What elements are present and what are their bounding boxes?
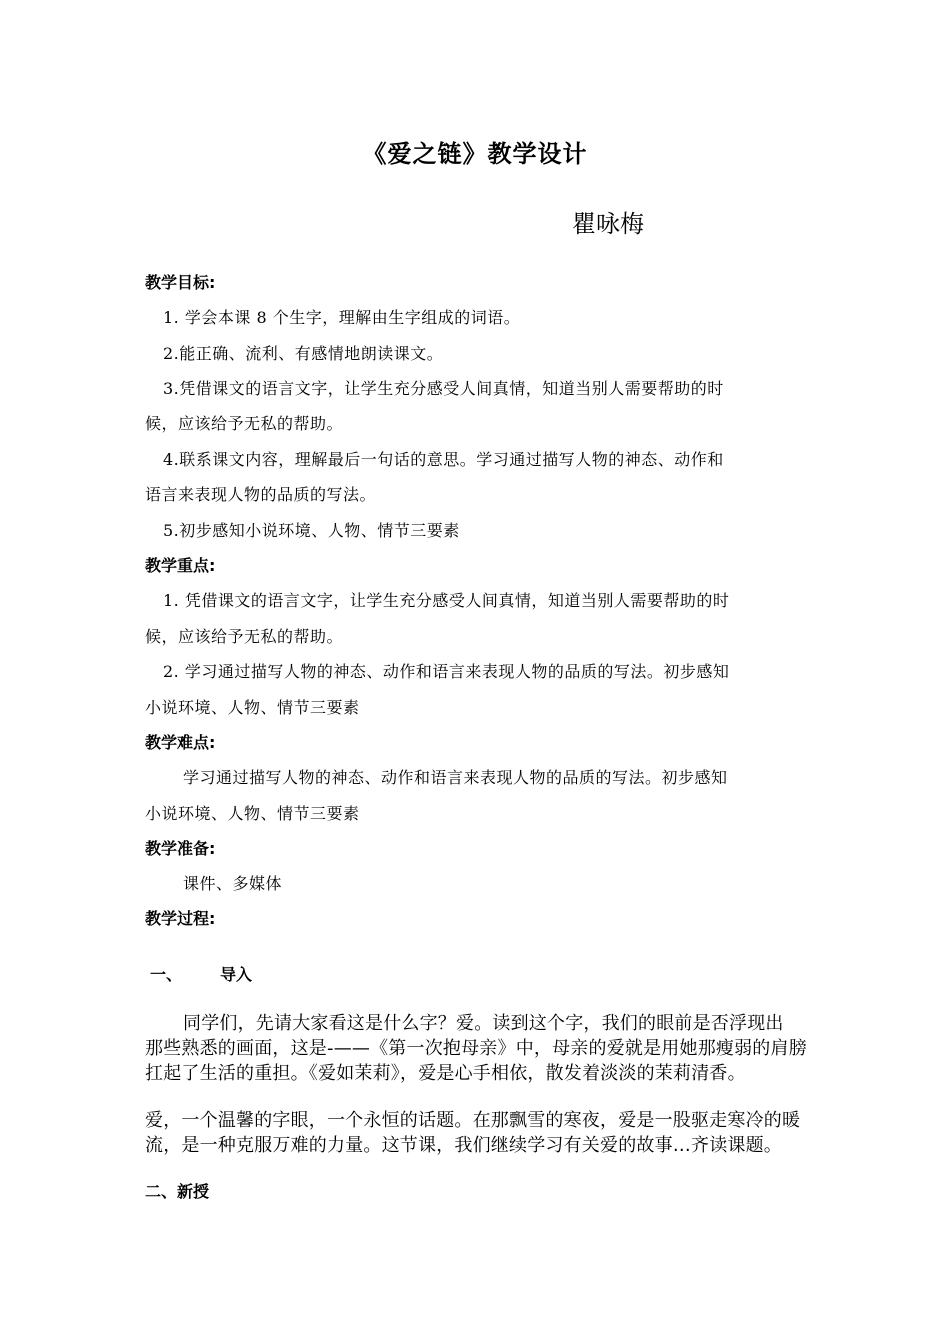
- love-para-line-2: 流，是一种克服万难的力量。这节课，我们继续学习有关爱的故事…齐读课题。: [145, 1135, 782, 1156]
- goal-line-5: 5.初步感知小说环境、人物、情节三要素: [163, 521, 460, 540]
- key-points-heading: 教学重点:: [145, 556, 216, 575]
- goals-heading: 教学目标:: [145, 273, 216, 292]
- process-heading: 教学过程:: [145, 909, 216, 928]
- document-title: 《爱之链》教学设计: [362, 140, 588, 168]
- section-1-number: 一、: [150, 965, 183, 984]
- difficulty-line-1: 学习通过描写人物的神态、动作和语言来表现人物的品质的写法。初步感知: [183, 768, 728, 787]
- key-point-line-2: 2. 学习通过描写人物的神态、动作和语言来表现人物的品质的写法。初步感知: [163, 662, 730, 681]
- goal-line-4: 4.联系课文内容，理解最后一句话的意思。学习通过描写人物的神态、动作和: [163, 450, 724, 469]
- love-para-line-1: 爱，一个温馨的字眼，一个永恒的话题。在那飘雪的寒夜，爱是一股驱走寒冷的暖: [145, 1110, 801, 1131]
- section-2-heading: 二、新授: [145, 1182, 210, 1201]
- preparation-heading: 教学准备:: [145, 839, 216, 858]
- section-1-heading: [145, 962, 252, 985]
- goal-line-1: 1. 学会本课 8 个生字，理解由生字组成的词语。: [163, 308, 521, 327]
- key-point-line-1-cont: 候，应该给予无私的帮助。: [145, 627, 344, 646]
- intro-para-line-3: 扛起了生活的重担。《爱如茉莉》，爱是心手相依，散发着淡淡的茉莉清香。: [145, 1063, 746, 1084]
- intro-para-line-2: 那些熟悉的画面，这是-——《第一次抱母亲》中，母亲的爱就是用她那瘦弱的肩膀: [145, 1038, 807, 1059]
- author-name: 瞿咏梅: [572, 210, 644, 238]
- key-point-line-2-cont: 小说环境、人物、情节三要素: [145, 698, 360, 717]
- goal-line-2: 2.能正确、流利、有感情地朗读课文。: [163, 344, 444, 363]
- intro-para-line-1: 同学们，先请大家看这是什么字？爱。读到这个字，我们的眼前是否浮现出: [183, 1013, 784, 1034]
- difficulties-heading: 教学难点:: [145, 733, 216, 752]
- goal-line-3: 3.凭借课文的语言文字，让学生充分感受人间真情，知道当别人需要帮助的时: [163, 379, 724, 398]
- goal-line-4-cont: 语言来表现人物的品质的写法。: [145, 485, 377, 504]
- goal-line-3-cont: 候，应该给予无私的帮助。: [145, 414, 344, 433]
- key-point-line-1: 1. 凭借课文的语言文字，让学生充分感受人间真情，知道当别人需要帮助的时: [163, 591, 730, 610]
- preparation-line-1: 课件、多媒体: [183, 874, 283, 893]
- difficulty-line-1-cont: 小说环境、人物、情节三要素: [145, 804, 360, 823]
- section-1-title: 导入: [220, 965, 253, 984]
